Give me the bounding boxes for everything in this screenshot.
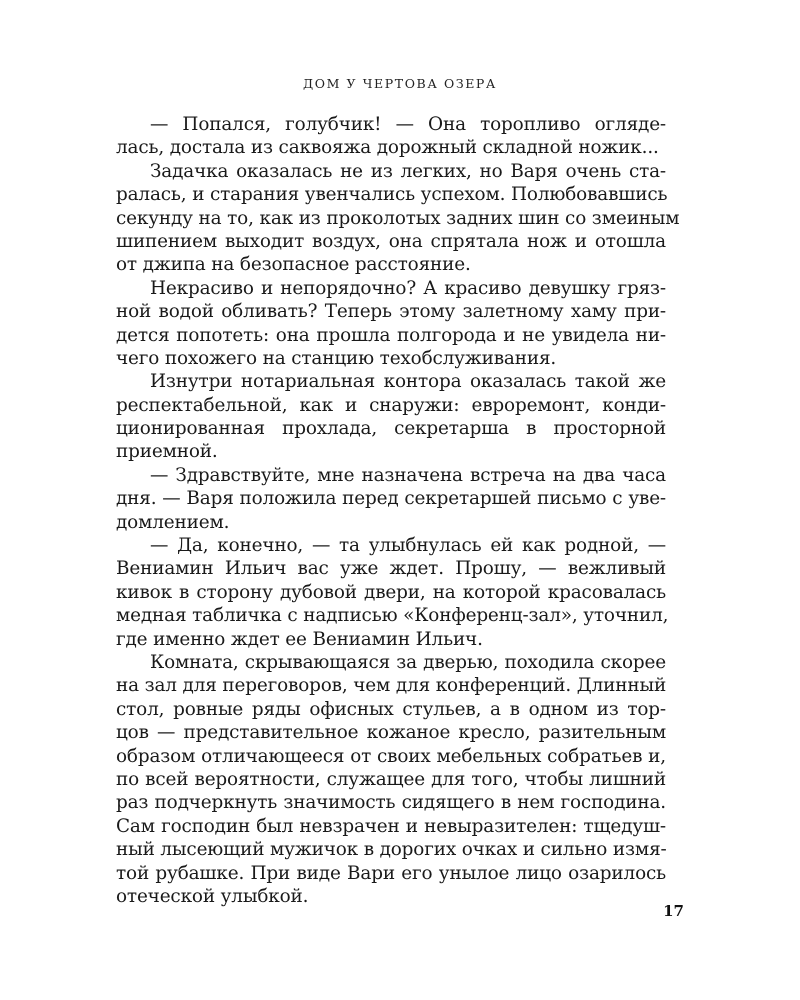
text-line: Некрасиво и непорядочно? А красиво девушку гряз-	[150, 277, 666, 299]
text-line: Сам господин был невзрачен и невыразителен: тщедуш-	[116, 815, 666, 837]
text-line: лась, достала из саквояжа дорожный складной ножик...	[116, 137, 659, 159]
text-line: раз подчеркнуть значимость сидящего в нем господина.	[116, 792, 666, 814]
body-text	[116, 113, 680, 908]
running-head: ДОМ У ЧЕРТОВА ОЗЕРА	[302, 76, 498, 91]
text-line: — Здравствуйте, мне назначена встреча на два часа	[150, 464, 666, 486]
text-line: дется попотеть: она прошла полгорода и не увидела ни-	[116, 324, 666, 346]
text-line: секунду на то, как из проколотых задних шин со змеиным	[116, 207, 680, 229]
text-line: дня. — Варя положила перед секретаршей письмо с уве-	[116, 488, 666, 510]
text-line: — Попался, голубчик! — Она торопливо огляде-	[150, 114, 666, 135]
text-line: приемной.	[116, 441, 218, 463]
text-line: чего похожего на станцию техобслуживания.	[116, 347, 557, 369]
text-line: Комната, скрывающаяся за дверью, походила скорее	[150, 651, 666, 673]
text-line: отеческой улыбкой.	[116, 885, 309, 907]
text-line: ционированная прохлада, секретарша в просторной	[116, 418, 666, 440]
text-line: — Да, конечно, — та улыбнулась ей как родной, —	[150, 535, 666, 557]
text-line: Изнутри нотариальная контора оказалась такой же	[150, 371, 666, 393]
text-line: шипением выходит воздух, она спрятала нож и отошла	[116, 230, 666, 252]
text-line: кивок в сторону дубовой двери, на которой красовалась	[116, 581, 666, 603]
text-line: ной водой обливать? Теперь этому залетному хаму при-	[116, 301, 666, 323]
text-line: образом отличающееся от своих мебельных собратьев и,	[116, 745, 666, 767]
text-line: респектабельной, как и снаружи: евроремонт, конди-	[116, 394, 666, 416]
text-line: на зал для переговоров, чем для конференций. Длинный	[116, 675, 667, 697]
text-line: цов — представительное кожаное кресло, разительным	[116, 722, 666, 744]
page-number: 17	[663, 902, 684, 920]
text-line: от джипа на безопасное расстояние.	[116, 254, 471, 276]
text-line: где именно ждет ее Вениамин Ильич.	[116, 628, 483, 650]
text-line: ралась, и старания увенчались успехом. Полюбовавшись	[116, 184, 668, 206]
text-line: Задачка оказалась не из легких, но Варя очень ста-	[150, 160, 666, 182]
text-line: Вениамин Ильич вас уже ждет. Прошу, — вежливый	[116, 558, 666, 580]
text-line: по всей вероятности, служащее для того, чтобы лишний	[116, 768, 666, 790]
text-line: стол, ровные ряды офисных стульев, а в одном из тор-	[116, 698, 666, 720]
text-line: той рубашке. При виде Вари его унылое лицо озарилось	[116, 862, 666, 884]
text-line: медная табличка с надписью «Конференц-зал», уточнил,	[116, 605, 669, 627]
text-line: домлением.	[116, 511, 230, 533]
text-line: ный лысеющий мужичок в дорогих очках и сильно измя-	[116, 839, 667, 861]
